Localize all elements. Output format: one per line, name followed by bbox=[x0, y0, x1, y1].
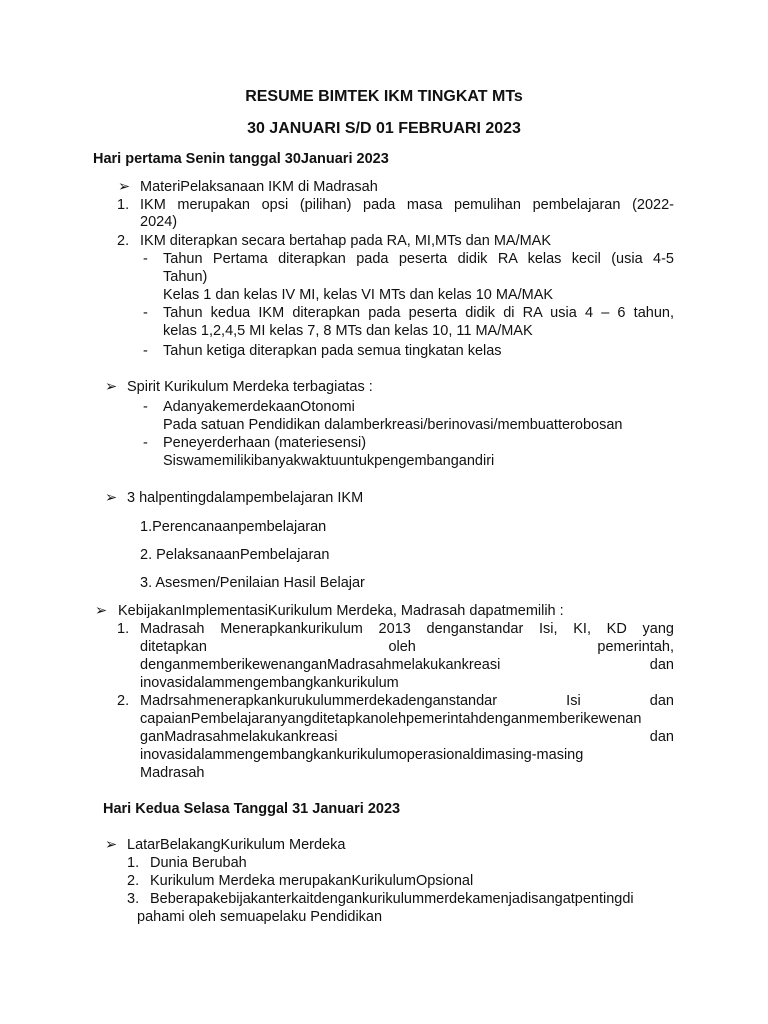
day2-section1-bullet: LatarBelakangKurikulum Merdeka bbox=[127, 837, 346, 853]
sub-item-text: Tahun) bbox=[163, 269, 208, 285]
list-item-text: Madrasah Menerapkankurikulum 2013 denganstandar Isi, KI, KD yang bbox=[140, 621, 674, 637]
list-number: 1. bbox=[127, 855, 140, 871]
list-item-text: capaianPembelajaranyangditetapkanolehpemerintahdenganmemberikewenan bbox=[140, 711, 642, 727]
sub-item-text: Peneyerderhaan (materiesensi) bbox=[163, 435, 367, 451]
sub-item-text: Pada satuan Pendidikan dalamberkreasi/berinovasi/membuatterobosan bbox=[163, 417, 623, 433]
list-number: 2. bbox=[117, 693, 130, 709]
list-item-text: ditetapkan oleh pemerintah, bbox=[140, 639, 674, 655]
list-item-text: 2024) bbox=[140, 214, 178, 230]
list-item-text: Dunia Berubah bbox=[150, 855, 247, 871]
section4-bullet: KebijakanImplementasiKurikulum Merdeka, Madrasah dapatmemilih : bbox=[118, 603, 564, 619]
document-title: RESUME BIMTEK IKM TINGKAT MTs bbox=[245, 88, 523, 105]
list-item-text: denganmemberikewenanganMadrasahmelakukankreasi dan bbox=[140, 657, 674, 673]
dash-marker: - bbox=[143, 399, 148, 415]
dash-marker: - bbox=[143, 305, 148, 321]
day1-heading: Hari pertama Senin tanggal 30Januari 2023 bbox=[93, 151, 389, 167]
sub-item-text: Tahun kedua IKM diterapkan pada peserta didik di RA usia 4 – 6 tahun, bbox=[163, 305, 674, 321]
list-item-text: IKM merupakan opsi (pilihan) pada masa pemulihan pembelajaran (2022- bbox=[140, 197, 674, 213]
bullet-arrow-icon: ➢ bbox=[105, 379, 118, 395]
dash-marker: - bbox=[143, 251, 148, 267]
sub-item-text: Kelas 1 dan kelas IV MI, kelas VI MTs dan kelas 10 MA/MAK bbox=[163, 287, 554, 303]
section3-bullet: 3 halpentingdalampembelajaran IKM bbox=[127, 490, 364, 506]
list-item-text: Beberapakebijakanterkaitdengankurikulummerdekamenjadisangatpentingdi bbox=[150, 891, 634, 907]
bullet-arrow-icon: ➢ bbox=[95, 603, 108, 619]
sub-item-text: Siswamemilikibanyakwaktuuntukpengembangandiri bbox=[163, 453, 495, 469]
list-item-text: IKM diterapkan secara bertahap pada RA, MI,MTs dan MA/MAK bbox=[140, 233, 552, 249]
list-item-text: Madrasah bbox=[140, 765, 205, 781]
dash-marker: - bbox=[143, 435, 148, 451]
sub-item-text: kelas 1,2,4,5 MI kelas 7, 8 MTs dan kelas 10, 11 MA/MAK bbox=[163, 323, 533, 339]
bullet-arrow-icon: ➢ bbox=[105, 837, 118, 853]
list-number: 1. bbox=[117, 621, 130, 637]
list-item-text: 1.Perencanaanpembelajaran bbox=[140, 519, 327, 535]
dash-marker: - bbox=[143, 343, 148, 359]
section2-bullet: Spirit Kurikulum Merdeka terbagiatas : bbox=[127, 379, 373, 395]
list-number: 1. bbox=[117, 197, 130, 213]
day2-heading: Hari Kedua Selasa Tanggal 31 Januari 2023 bbox=[103, 801, 401, 817]
list-item-text: Madrsahmenerapkankurukulummerdekadenganstandar Isi dan bbox=[140, 693, 674, 709]
list-item-text: inovasidalammengembangkankurikulum bbox=[140, 675, 399, 691]
list-item-text: Kurikulum Merdeka merupakanKurikulumOpsional bbox=[150, 873, 474, 889]
list-item-text: 3. Asesmen/Penilaian Hasil Belajar bbox=[140, 575, 365, 591]
sub-item-text: Tahun ketiga diterapkan pada semua tingkatan kelas bbox=[163, 343, 502, 359]
list-number: 3. bbox=[127, 891, 140, 907]
document-subtitle: 30 JANUARI S/D 01 FEBRUARI 2023 bbox=[247, 120, 521, 137]
list-item-text: 2. PelaksanaanPembelajaran bbox=[140, 547, 330, 563]
bullet-arrow-icon: ➢ bbox=[105, 490, 118, 506]
list-item-text: ganMadrasahmelakukankreasi dan bbox=[140, 729, 674, 745]
list-number: 2. bbox=[127, 873, 140, 889]
list-item-text: inovasidalammengembangkankurikulumoperasionaldimasing-masing bbox=[140, 747, 584, 763]
bullet-arrow-icon: ➢ bbox=[118, 179, 131, 195]
section1-bullet: MateriPelaksanaan IKM di Madrasah bbox=[140, 179, 378, 195]
list-item-text: pahami oleh semuapelaku Pendidikan bbox=[137, 909, 383, 925]
sub-item-text: Tahun Pertama diterapkan pada peserta didik RA kelas kecil (usia 4-5 bbox=[163, 251, 674, 267]
sub-item-text: AdanyakemerdekaanOtonomi bbox=[163, 399, 355, 415]
list-number: 2. bbox=[117, 233, 130, 249]
